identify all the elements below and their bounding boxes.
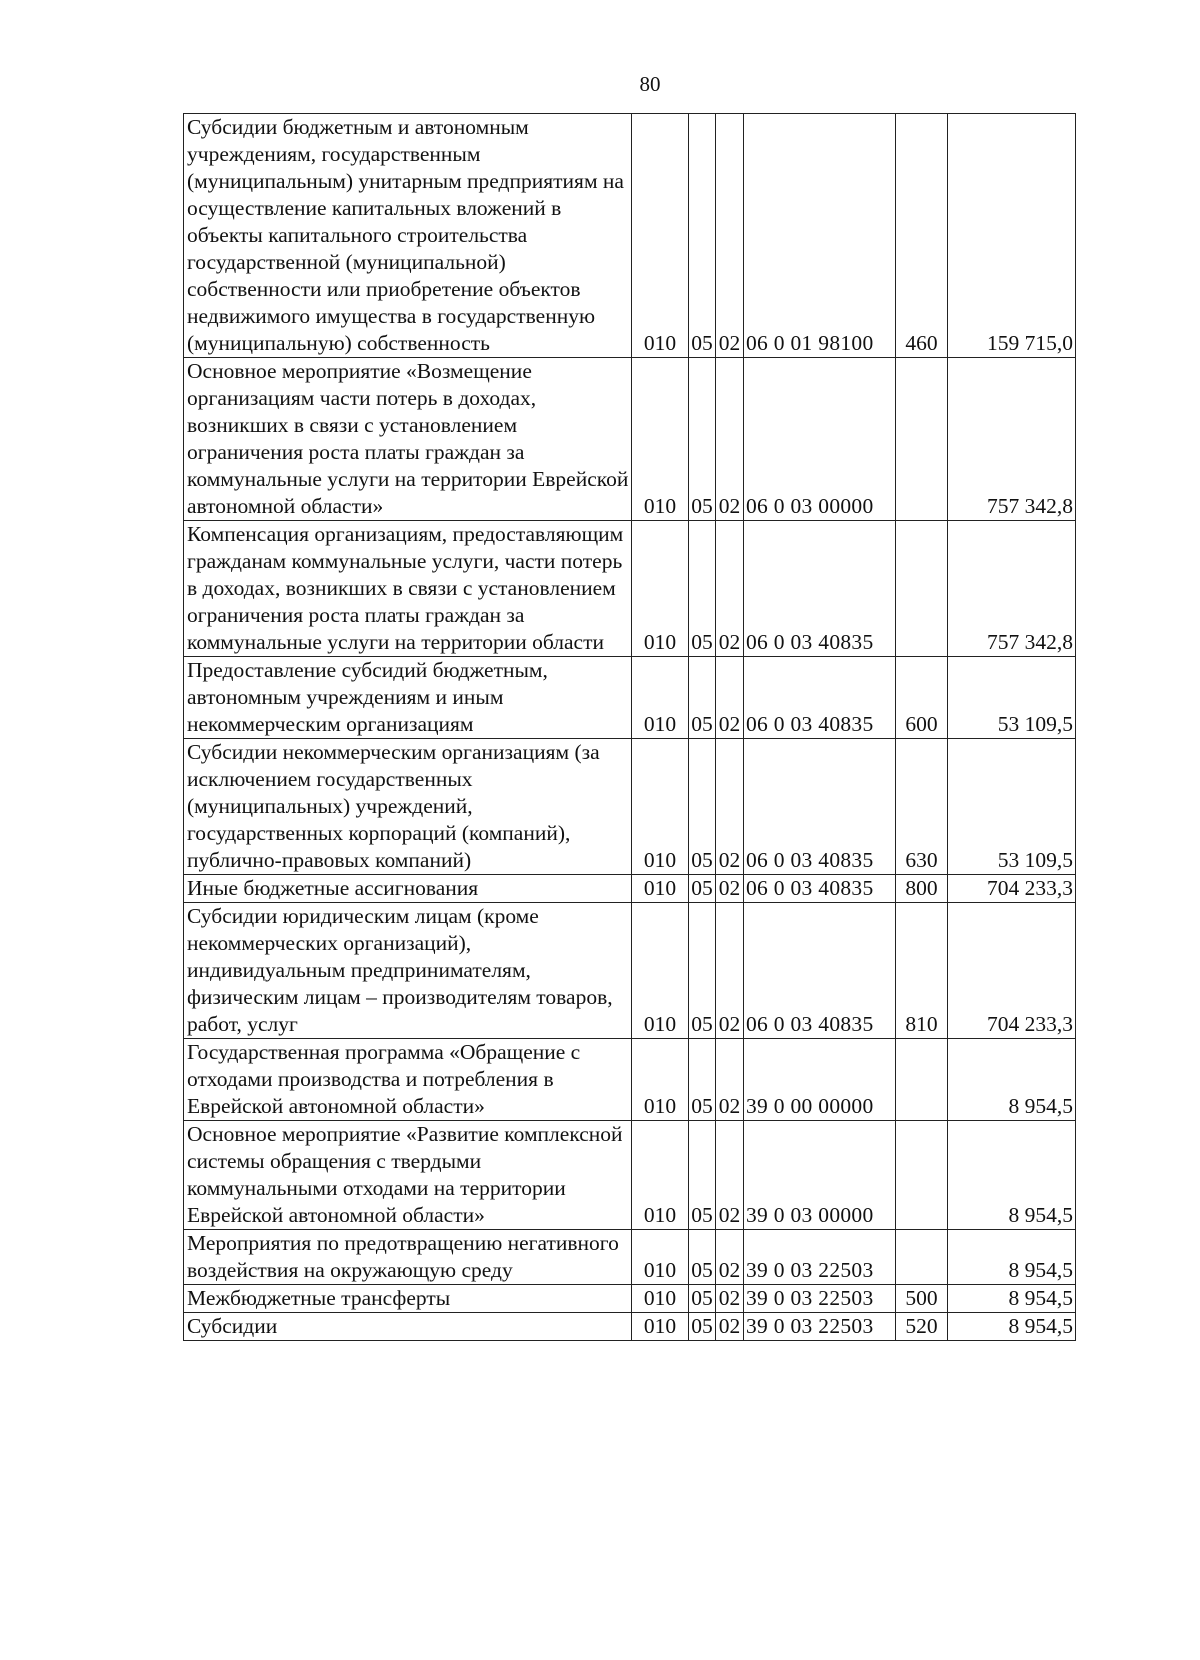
row-name: Субсидии бюджетным и автономным учреждениям, государственным (муниципальным) унитарным предприятиям на осуществление капитальных вложений в объекты капитального строительства государственной (муниципальной) собственности или приобретение объектов недвижимого имущества в государственную (муниципальную) собственность (184, 114, 632, 358)
expense-type-code (896, 1121, 948, 1230)
target-article-code: 39 0 00 00000 (744, 1039, 896, 1121)
target-article-code: 06 0 03 40835 (744, 875, 896, 903)
target-article-code: 06 0 03 40835 (744, 739, 896, 875)
row-name: Компенсация организациям, предоставляющим гражданам коммунальные услуги, части потерь в доходах, возникших в связи с установлением ограничения роста платы граждан за коммунальные услуги на территории области (184, 521, 632, 657)
row-name: Субсидии некоммерческим организациям (за исключением государственных (муниципальных) учреждений, государственных корпораций (компаний), публично-правовых компаний) (184, 739, 632, 875)
ministry-code: 010 (632, 1313, 689, 1341)
subsection-code: 02 (716, 358, 744, 521)
target-article-code: 39 0 03 22503 (744, 1285, 896, 1313)
table-row (184, 358, 1076, 521)
budget-table (183, 113, 1076, 1341)
table-row (184, 1039, 1076, 1121)
target-article-code: 06 0 03 40835 (744, 903, 896, 1039)
target-article-code: 39 0 03 22503 (744, 1230, 896, 1285)
subsection-code: 02 (716, 903, 744, 1039)
subsection-code: 02 (716, 1285, 744, 1313)
ministry-code: 010 (632, 739, 689, 875)
row-name: Основное мероприятие «Развитие комплексной системы обращения с твердыми коммунальными отходами на территории Еврейской автономной области» (184, 1121, 632, 1230)
amount: 8 954,5 (948, 1313, 1076, 1341)
table-row (184, 1313, 1076, 1341)
target-article-code: 06 0 03 40835 (744, 657, 896, 739)
table-row (184, 657, 1076, 739)
section-code: 05 (689, 521, 716, 657)
page-number: 80 (639, 72, 661, 96)
ministry-code: 010 (632, 114, 689, 358)
row-name: Субсидии (184, 1313, 632, 1341)
table-row (184, 903, 1076, 1039)
table-row (184, 521, 1076, 657)
target-article-code: 39 0 03 22503 (744, 1313, 896, 1341)
amount: 159 715,0 (948, 114, 1076, 358)
amount: 8 954,5 (948, 1230, 1076, 1285)
table-row (184, 1230, 1076, 1285)
row-name: Государственная программа «Обращение с отходами производства и потребления в Еврейской автономной области» (184, 1039, 632, 1121)
table-row (184, 114, 1076, 358)
expense-type-code (896, 521, 948, 657)
ministry-code: 010 (632, 657, 689, 739)
amount: 8 954,5 (948, 1121, 1076, 1230)
section-code: 05 (689, 657, 716, 739)
table-row (184, 875, 1076, 903)
expense-type-code (896, 1230, 948, 1285)
row-name: Предоставление субсидий бюджетным, автономным учреждениям и иным некоммерческим организациям (184, 657, 632, 739)
subsection-code: 02 (716, 1121, 744, 1230)
section-code: 05 (689, 358, 716, 521)
table-row (184, 1285, 1076, 1313)
subsection-code: 02 (716, 1313, 744, 1341)
subsection-code: 02 (716, 657, 744, 739)
subsection-code: 02 (716, 521, 744, 657)
section-code: 05 (689, 903, 716, 1039)
ministry-code: 010 (632, 521, 689, 657)
table-row (184, 1121, 1076, 1230)
row-name: Мероприятия по предотвращению негативного воздействия на окружающую среду (184, 1230, 632, 1285)
subsection-code: 02 (716, 1230, 744, 1285)
row-name: Межбюджетные трансферты (184, 1285, 632, 1313)
section-code: 05 (689, 875, 716, 903)
expense-type-code: 600 (896, 657, 948, 739)
expense-type-code: 630 (896, 739, 948, 875)
section-code: 05 (689, 1121, 716, 1230)
subsection-code: 02 (716, 1039, 744, 1121)
target-article-code: 06 0 01 98100 (744, 114, 896, 358)
section-code: 05 (689, 1039, 716, 1121)
subsection-code: 02 (716, 739, 744, 875)
expense-type-code: 460 (896, 114, 948, 358)
expense-type-code: 800 (896, 875, 948, 903)
expense-type-code: 500 (896, 1285, 948, 1313)
amount: 53 109,5 (948, 739, 1076, 875)
section-code: 05 (689, 1313, 716, 1341)
amount: 53 109,5 (948, 657, 1076, 739)
target-article-code: 06 0 03 40835 (744, 521, 896, 657)
expense-type-code: 520 (896, 1313, 948, 1341)
ministry-code: 010 (632, 1230, 689, 1285)
section-code: 05 (689, 1285, 716, 1313)
section-code: 05 (689, 114, 716, 358)
expense-type-code (896, 1039, 948, 1121)
expense-type-code: 810 (896, 903, 948, 1039)
ministry-code: 010 (632, 1039, 689, 1121)
amount: 757 342,8 (948, 358, 1076, 521)
section-code: 05 (689, 739, 716, 875)
row-name: Иные бюджетные ассигнования (184, 875, 632, 903)
amount: 704 233,3 (948, 903, 1076, 1039)
section-code: 05 (689, 1230, 716, 1285)
row-name: Субсидии юридическим лицам (кроме некоммерческих организаций), индивидуальным предпринимателям, физическим лицам – производителям товаров, работ, услуг (184, 903, 632, 1039)
amount: 757 342,8 (948, 521, 1076, 657)
ministry-code: 010 (632, 1121, 689, 1230)
amount: 704 233,3 (948, 875, 1076, 903)
ministry-code: 010 (632, 875, 689, 903)
subsection-code: 02 (716, 114, 744, 358)
amount: 8 954,5 (948, 1285, 1076, 1313)
subsection-code: 02 (716, 875, 744, 903)
ministry-code: 010 (632, 903, 689, 1039)
target-article-code: 39 0 03 00000 (744, 1121, 896, 1230)
row-name: Основное мероприятие «Возмещение организациям части потерь в доходах, возникших в связи с установлением ограничения роста платы граждан за коммунальные услуги на территории Еврейской автономной области» (184, 358, 632, 521)
ministry-code: 010 (632, 358, 689, 521)
amount: 8 954,5 (948, 1039, 1076, 1121)
ministry-code: 010 (632, 1285, 689, 1313)
target-article-code: 06 0 03 00000 (744, 358, 896, 521)
expense-type-code (896, 358, 948, 521)
table-row (184, 739, 1076, 875)
